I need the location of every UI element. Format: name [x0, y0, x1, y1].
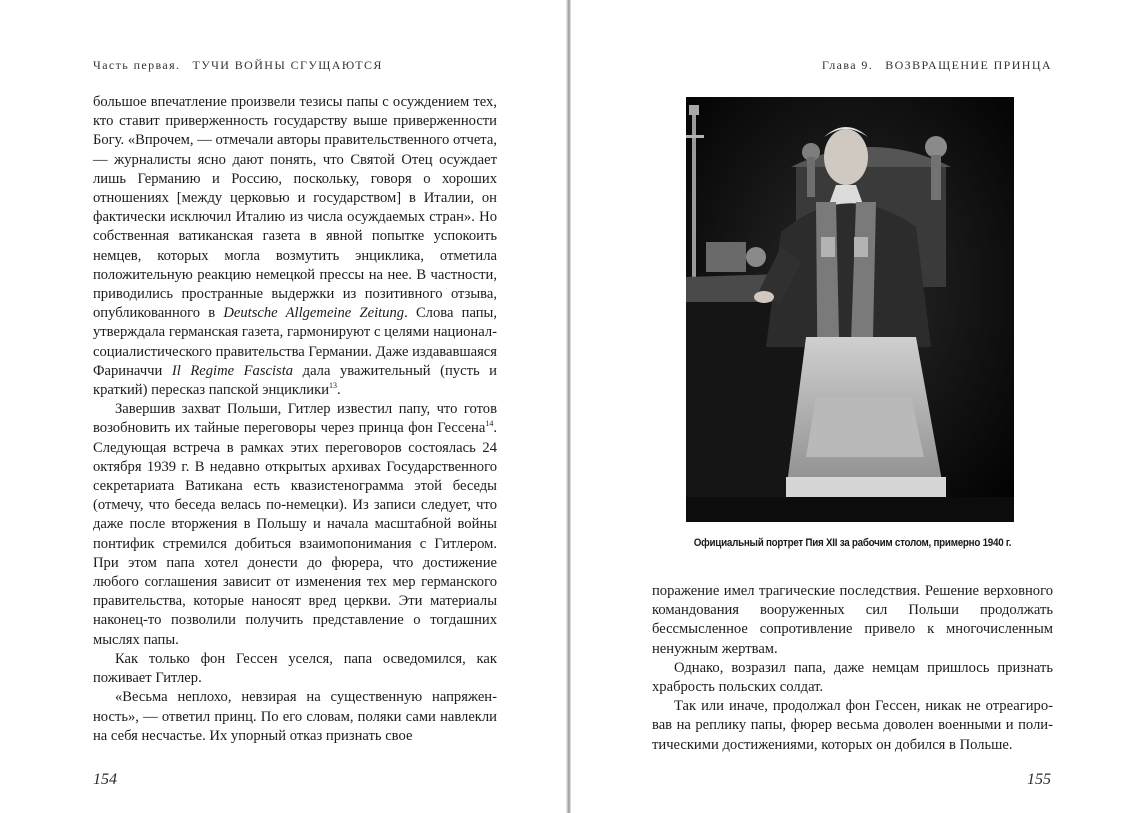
portrait-photo: [686, 97, 1014, 522]
running-head-right: [822, 58, 1052, 73]
body-text-left: [93, 93, 497, 746]
right-page: [571, 0, 1136, 813]
portrait-illustration: [686, 97, 1014, 522]
paragraph: [93, 400, 497, 650]
text-run: . Слова папы, утверждала германская газета, гармонируют с целями национал-социалистического правительства Германии. Даже издававшаяся Фариначчи: [93, 305, 498, 379]
text-run: поражение имел трагические последствия. Решение верховного командования вооруженных сил Польши продолжать бессмысленное сопротивление привело к многочисленным ненужным жертвам.: [652, 583, 1053, 657]
italic-title: Deutsche Allgemeine Zeitung: [223, 305, 405, 322]
text-run: Однако, возразил папа, даже немцам пришлось признать храбрость польских солдат.: [652, 659, 1053, 696]
body-text-right: [652, 582, 1053, 755]
running-head-title: ВОЗВРАЩЕНИЕ ПРИНЦА: [885, 58, 1052, 72]
running-head-title: ТУЧИ ВОЙНЫ СГУЩАЮТСЯ: [192, 58, 383, 72]
text-run: «Весьма неплохо, невзирая на существенную напряженность», — ответил принц. По его словам, поляки сами навлекли на себя несчастье. Их упорный отказ признать свое: [93, 689, 497, 744]
running-head-part: Глава 9.: [821, 58, 874, 72]
paragraph: [93, 93, 497, 400]
text-run: Как только фон Гессен уселся, папа осведомился, как поживает Гитлер.: [93, 650, 497, 687]
running-head-left: [93, 58, 383, 73]
text-run: большое впечатление произвели тезисы папы с осуждением тех, кто ставит приверженность государству выше приверженности Богу. «Впрочем, — отмечали авторы правительственного отчета, — журналисты ясно дают понять, что Святой Отец осуждает лишь Германию и Россию, поскольку, говоря о хороших отношениях [между церковью и государством] в Италии, он фактически исключил Италию из числа осуждаемых стран». Но собственная ватиканская газета в явной попытке успокоить немцев, которых могла возмутить энциклика, отметила положительную реакцию немецкой прессы на нее. В частности, приводились пространные выдержки из позитивного отзыва, опубликованного в: [93, 94, 497, 322]
paragraph: [93, 650, 497, 688]
text-run: . Следующая встреча в рамках этих переговоров состоялась 24 октября 1939 г. В недавно открытых архивах Государственного секретариата Ватикана есть квазистенограмма этой беседы (отмечу, что беседа велась по-немецки). Из записи следует, что даже после вторжения в Польшу и начала масштабной войны понтифик стремился добиться взаимопонимания с Гитлером. При этом папа хотел донести до фюрера, что достижение любого соглашения зависит от изменения тех мер германского правительства, которые наносят вред церкви. Эти материалы наконец-то позволили получить представление о тогдашних мыслях папы.: [93, 420, 497, 648]
text-run: .: [337, 382, 341, 399]
footnote-ref: 13: [329, 381, 338, 391]
italic-title: Il Regime Fascista: [171, 362, 294, 379]
page-number-right: 155: [1027, 771, 1051, 788]
paragraph: [652, 582, 1053, 659]
paragraph: [652, 659, 1053, 697]
page-number-left: 154: [93, 771, 117, 788]
paragraph: [93, 688, 497, 746]
text-run: дала уважительный (пусть и краткий) пересказ папской энциклики: [93, 362, 497, 399]
photo-caption: Официальный портрет Пия XII за рабочим столом, примерно 1940 г.: [693, 537, 1012, 549]
running-head-part: Часть первая.: [93, 58, 181, 72]
paragraph: [652, 697, 1053, 755]
footnote-ref: 14: [485, 419, 494, 429]
text-run: Так или иначе, продолжал фон Гессен, никак не отреагировав на реплику папы, фюрер весьма доволен военными и политическими достижениями, которых он добился в Польше.: [652, 698, 1053, 753]
text-run: Завершив захват Польши, Гитлер известил папу, что готов возобновить их тайные переговоры через принца фон Гессена: [93, 401, 497, 437]
